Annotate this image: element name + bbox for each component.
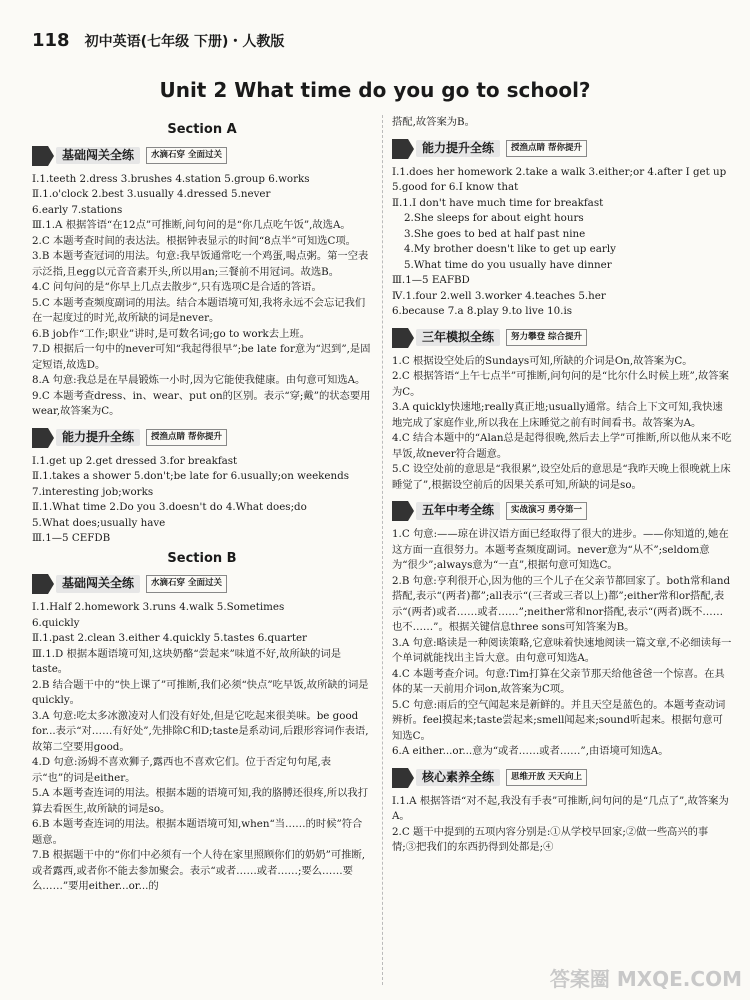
answer-line: 7.B 根据题干中的“你们中必须有一个人待在家里照顾你们的奶奶”可推断,或者露西,或者你不能去参加聚会。表示“或者……或者……;要么……要么……”要用either...or...的	[32, 849, 366, 892]
answer-line: 6.because 7.a 8.play 9.to live 10.is	[392, 305, 573, 317]
watermark: 答案圈 MXQE.COM	[549, 967, 742, 991]
band-marker-icon	[392, 139, 408, 159]
band-slogan: 授渔点睛 帮你提升	[506, 140, 587, 158]
answer-line: 5.C 本题考查频度副词的用法。结合本题语境可知,我将永远不会忘记我们在一起度过的时光,故所缺的词是never。	[32, 296, 366, 324]
answer-line: 3.A 句意:吃太多冰激凌对人们没有好处,但是它吃起来很美味。be good for...表示“对……有好处”,先排除C和D;taste是系动词,后跟形容词作表语,故第二空要用good。	[32, 709, 369, 753]
answer-line: Ⅱ.1.o'clock 2.best 3.usually 4.dressed 5.never	[32, 188, 271, 200]
answer-line: Ⅰ.1.A 根据答语“对不起,我没有手表”可推断,问句问的是“几点了”,故答案为A。	[392, 794, 729, 822]
answer-line: 7.D 根据后一句中的never可知“我起得很早”;be late for意为“迟到”,是固定短语,故选D。	[32, 343, 371, 371]
answer-line: 4.C 结合本题中的“Alan总是起得很晚,然后去上学”可推断,所以他从来不吃早饭,故never符合题意。	[392, 432, 732, 460]
answer-line: 4.My brother doesn't like to get up early	[404, 243, 616, 255]
band-marker-icon	[32, 574, 48, 594]
answer-line: 6.early 7.stations	[32, 203, 123, 216]
band-slogan: 授渔点睛 帮你提升	[146, 429, 227, 447]
answer-line: 3.A 句意:略读是一种阅读策略,它意味着快速地阅读一篇文章,不必细读每一个单词就能找出主旨大意。由句意可知选A。	[392, 636, 732, 664]
answer-line: 5.good for 6.I know that	[392, 181, 519, 193]
band-marker-icon	[392, 328, 408, 348]
answer-line: 4.C 问句问的是“你早上几点去散步”,只有选项C是合适的答语。	[32, 281, 322, 293]
exercise-band	[32, 574, 372, 594]
answer-line: 2.She sleeps for about eight hours	[404, 212, 584, 224]
answer-line: 1.C 句意:——琼在讲汉语方面已经取得了很大的进步。——你知道的,她在这方面一直很努力。本题考查频度副词。never意为“从不”;seldom意为“很少”;always意为“一直”,根据句意可知选C。	[392, 528, 729, 571]
exercise-band	[392, 768, 732, 788]
section-heading: Section B	[167, 550, 237, 566]
right-column	[392, 115, 732, 856]
answer-line: 2.B 结合题干中的“快上课了”可推断,我们必须“快点”吃早饭,故所缺的词是quickly。	[32, 678, 369, 706]
answer-line: 2.C 根据答语“上午七点半”可推断,问句问的是“比尔什么时候上班”,故答案为C。	[392, 370, 729, 398]
answer-line: 2.B 句意:亨利很开心,因为他的三个儿子在父亲节都回家了。both常和and搭配,表示“(两者)都”;all表示“(三者或三者以上)都”;either常和or搭配,表示“(两者)或者……或者……”;neither常和nor搭配,表示“(两者)既不……也不……”。根据关键信息three sons可知答案为B。	[392, 574, 731, 633]
answer-line: Ⅱ.1.takes a shower 5.don't;be late for 6.usually;on weekends	[32, 470, 350, 482]
answer-line: Ⅲ.1.A 根据答语“在12点”可推断,问句问的是“你几点吃午饭”,故选A。	[32, 219, 351, 231]
band-label: 五年中考全练	[416, 502, 500, 520]
answer-line: 8.A 句意:我总是在早晨锻炼一小时,因为它能使我健康。由句意可知选A。	[32, 374, 366, 386]
page-header	[32, 30, 284, 51]
band-label: 基础闯关全练	[56, 575, 140, 593]
answer-line: Ⅰ.1.Half 2.homework 3.runs 4.walk 5.Sometimes	[32, 601, 285, 613]
answer-line: Ⅱ.1.What time 2.Do you 3.doesn't do 4.What does;do	[32, 501, 307, 513]
answer-line: 6.B job作“工作;职业”讲时,是可数名词;go to work去上班。	[32, 327, 310, 340]
band-marker-icon	[392, 501, 408, 521]
band-label: 核心素养全练	[416, 769, 500, 787]
answer-line: 3.She goes to bed at half past nine	[404, 227, 586, 240]
answer-line: Ⅰ.1.teeth 2.dress 3.brushes 4.station 5.group 6.works	[32, 172, 310, 185]
exercise-band	[392, 501, 732, 521]
band-label: 三年模拟全练	[416, 329, 500, 347]
band-slogan: 水滴石穿 全面过关	[146, 147, 227, 165]
answer-line: Ⅰ.1.get up 2.get dressed 3.for breakfast	[32, 454, 238, 467]
answer-line: 5.C 设空处前的意思是“我很累”,设空处后的意思是“我昨天晚上很晚就上床睡觉了”,根据设空前后的因果关系可知,所缺的词是so。	[392, 463, 731, 491]
answer-line: Ⅲ.1—5 CEFDB	[32, 532, 111, 544]
answer-line: 1.C 根据设空处后的Sundays可知,所缺的介词是On,故答案为C。	[392, 354, 693, 367]
answer-line: Ⅰ.1.does her homework 2.take a walk 3.either;or 4.after I get up	[392, 165, 727, 178]
answer-line: Ⅳ.1.four 2.well 3.worker 4.teaches 5.her	[392, 289, 606, 302]
answer-line: 5.What time do you usually have dinner	[404, 258, 612, 271]
unit-title: Unit 2 What time do you go to school?	[159, 78, 591, 102]
answer-line: 4.C 本题考查介词。句意:Tim打算在父亲节那天给他爸爸一个惊喜。在具体的某一天前用介词on,故答案为C项。	[392, 667, 725, 695]
answer-line: 搭配,故答案为B。	[392, 116, 475, 128]
band-slogan: 努力攀登 综合提升	[506, 329, 587, 347]
answer-line: 5.What does;usually have	[32, 516, 166, 529]
answer-line: 5.A 本题考查连词的用法。根据本题的语境可知,我的胳膊还很疼,所以我打算去看医生,故所缺的词是so。	[32, 787, 368, 815]
band-label: 能力提升全练	[56, 429, 140, 447]
column-divider	[382, 115, 383, 985]
band-label: 能力提升全练	[416, 140, 500, 158]
band-slogan: 水滴石穿 全面过关	[146, 575, 227, 593]
answer-line: 4.D 句意:汤姆不喜欢狮子,露西也不喜欢它们。位于否定句句尾,表示“也”的词是either。	[32, 756, 332, 784]
exercise-band	[392, 328, 732, 348]
band-marker-icon	[32, 428, 48, 448]
answer-line: 2.C 本题考查时间的表达法。根据钟表显示的时间“8点半”可知选C项。	[32, 234, 356, 247]
answer-line: 6.A either...or...意为“或者……或者……”,由语境可知选A。	[392, 745, 669, 757]
answer-line: 5.C 句意:雨后的空气闻起来是新鲜的。并且天空是蓝色的。本题考查动词辨析。feel摸起来;taste尝起来;smell闻起来;sound听起来。根据句意可知选C。	[392, 698, 726, 742]
section-heading: Section A	[167, 122, 237, 137]
answer-line: Ⅱ.1.past 2.clean 3.either 4.quickly 5.tastes 6.quarter	[32, 632, 307, 644]
band-slogan: 思维开放 天天向上	[506, 769, 587, 787]
band-slogan: 实战演习 勇夺第一	[506, 502, 587, 520]
answer-line: 7.interesting job;works	[32, 485, 154, 498]
band-marker-icon	[392, 768, 408, 788]
band-label: 基础闯关全练	[56, 147, 140, 165]
answer-line: 9.C 本题考查dress、in、wear、put on的区别。表示“穿;戴”的状态要用wear,故答案为C。	[32, 389, 371, 417]
answer-line: 2.C 题干中提到的五项内容分别是:①从学校早回家;②做一些高兴的事情;③把我们的东西扔得到处都是;④	[392, 825, 709, 853]
answer-line: Ⅱ.1.I don't have much time for breakfast	[392, 196, 604, 209]
answer-line: 3.A quickly快速地;really真正地;usually通常。结合上下文可知,我快速地完成了家庭作业,所以我在上床睡觉之前有时间看书。故答案为A。	[392, 401, 723, 429]
answer-line: Ⅲ.1.D 根据本题语境可知,这块奶酪“尝起来”味道不好,故所缺的词是taste。	[32, 647, 342, 675]
book-title: 初中英语(七年级 下册)・人教版	[84, 34, 285, 50]
answer-line: 6.B 本题考查连词的用法。根据本题语境可知,when“当……的时候”符合题意。	[32, 818, 363, 846]
exercise-band	[392, 139, 732, 159]
exercise-band	[32, 146, 372, 166]
answer-line: 6.quickly	[32, 616, 80, 629]
answer-line: Ⅲ.1—5 EAFBD	[392, 274, 470, 286]
left-column	[32, 118, 372, 895]
page-number: 118	[32, 30, 70, 51]
answer-line: 3.B 本题考查冠词的用法。句意:我早饭通常吃一个鸡蛋,喝点粥。第一空表示泛指,且egg以元音音素开头,所以用an;三餐前不用冠词。故选B。	[32, 250, 369, 278]
exercise-band	[32, 428, 372, 448]
band-marker-icon	[32, 146, 48, 166]
